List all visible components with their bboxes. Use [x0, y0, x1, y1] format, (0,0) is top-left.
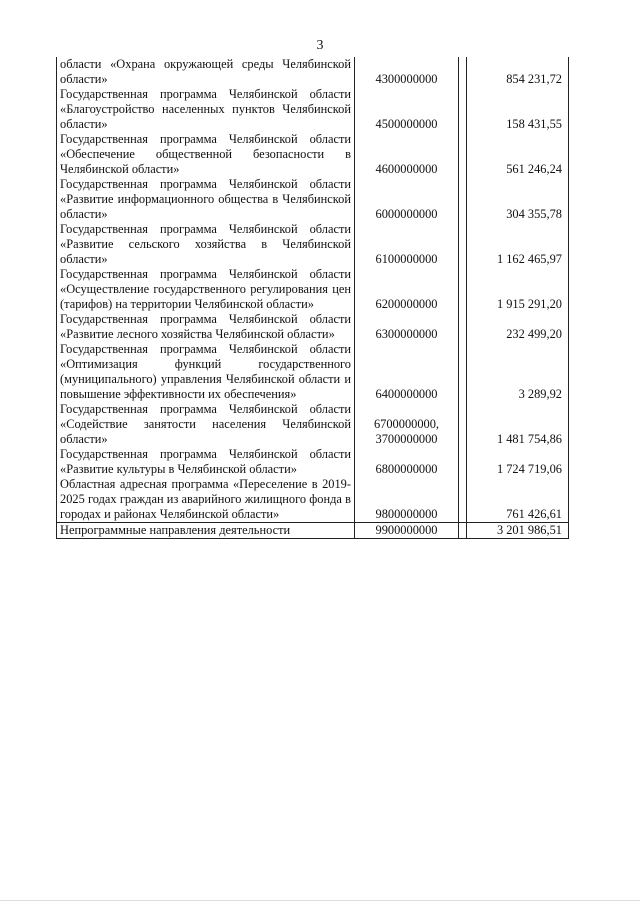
- target-code: 9900000000: [375, 523, 438, 537]
- program-name-cell: Государственная программа Челябинской области «Благоустройство населенных пунктов Челябинской области»: [57, 87, 355, 132]
- target-code: 6100000000: [375, 252, 438, 266]
- table-row: [57, 447, 569, 477]
- spacer-cell: [459, 132, 467, 177]
- table-row: [57, 132, 569, 177]
- amount-cell: 854 231,72: [467, 57, 569, 87]
- budget-table-body: [57, 57, 569, 539]
- spacer-cell: [459, 342, 467, 402]
- target-code-cell: [355, 342, 459, 402]
- target-code: 3700000000: [375, 432, 438, 446]
- target-code-cell: [355, 312, 459, 342]
- table-row: [57, 57, 569, 87]
- table-row: [57, 342, 569, 402]
- target-code: 6200000000: [375, 297, 438, 311]
- amount-cell: 761 426,61: [467, 477, 569, 523]
- program-name-cell: Непрограммные направления деятельности: [57, 523, 355, 539]
- program-name-cell: Областная адресная программа «Переселение в 2019-2025 годах граждан из аварийного жилищного фонда в городах и районах Челябинской области»: [57, 477, 355, 523]
- amount-cell: 1 724 719,06: [467, 447, 569, 477]
- table-row: [57, 402, 569, 447]
- spacer-cell: [459, 523, 467, 539]
- table-row: [57, 312, 569, 342]
- target-code: 6800000000: [375, 462, 438, 476]
- target-code-cell: [355, 447, 459, 477]
- program-name-cell: Государственная программа Челябинской области «Оптимизация функций государственного (муниципального) управления Челябинской области и повышение эффективности их обеспечения»: [57, 342, 355, 402]
- program-name-cell: области «Охрана окружающей среды Челябинской области»: [57, 57, 355, 87]
- table-row: [57, 222, 569, 267]
- program-name-cell: Государственная программа Челябинской области «Развитие культуры в Челябинской области»: [57, 447, 355, 477]
- target-code: 6700000000,: [373, 417, 440, 431]
- table-row: [57, 477, 569, 523]
- amount-cell: 561 246,24: [467, 132, 569, 177]
- target-code: 4300000000: [375, 72, 438, 86]
- target-code-cell: [355, 477, 459, 523]
- target-code: 6400000000: [375, 387, 438, 401]
- amount-cell: 232 499,20: [467, 312, 569, 342]
- amount-cell: 158 431,55: [467, 87, 569, 132]
- amount-cell: 3 201 986,51: [467, 523, 569, 539]
- target-code-cell: [355, 87, 459, 132]
- amount-cell: 1 162 465,97: [467, 222, 569, 267]
- target-code: 4500000000: [375, 117, 438, 131]
- table-row: [57, 177, 569, 222]
- spacer-cell: [459, 447, 467, 477]
- program-name-cell: Государственная программа Челябинской области «Осуществление государственного регулирования цен (тарифов) на территории Челябинской области»: [57, 267, 355, 312]
- spacer-cell: [459, 57, 467, 87]
- program-name-cell: Государственная программа Челябинской области «Развитие информационного общества в Челябинской области»: [57, 177, 355, 222]
- spacer-cell: [459, 312, 467, 342]
- program-name-cell: Государственная программа Челябинской области «Обеспечение общественной безопасности в Челябинской области»: [57, 132, 355, 177]
- spacer-cell: [459, 177, 467, 222]
- program-name-cell: Государственная программа Челябинской области «Содействие занятости населения Челябинской области»: [57, 402, 355, 447]
- amount-cell: 1 915 291,20: [467, 267, 569, 312]
- target-code-cell: [355, 523, 459, 539]
- target-code: 6000000000: [375, 207, 438, 221]
- amount-cell: 304 355,78: [467, 177, 569, 222]
- amount-cell: 3 289,92: [467, 342, 569, 402]
- target-code: 4600000000: [375, 162, 438, 176]
- program-name-cell: Государственная программа Челябинской области «Развитие сельского хозяйства в Челябинской области»: [57, 222, 355, 267]
- program-name-cell: Государственная программа Челябинской области «Развитие лесного хозяйства Челябинской области»: [57, 312, 355, 342]
- table-row: [57, 267, 569, 312]
- target-code-cell: [355, 267, 459, 312]
- page-bottom-edge: [0, 900, 640, 901]
- spacer-cell: [459, 87, 467, 132]
- spacer-cell: [459, 477, 467, 523]
- spacer-cell: [459, 267, 467, 312]
- target-code: 6300000000: [375, 327, 438, 341]
- page-number: 3: [316, 38, 324, 53]
- table-row: [57, 523, 569, 539]
- spacer-cell: [459, 222, 467, 267]
- amount-cell: 1 481 754,86: [467, 402, 569, 447]
- target-code-cell: [355, 57, 459, 87]
- target-code: 9800000000: [375, 507, 438, 521]
- target-code-cell: [355, 222, 459, 267]
- spacer-cell: [459, 402, 467, 447]
- target-code-cell: [355, 177, 459, 222]
- table-row: [57, 87, 569, 132]
- budget-table: [56, 57, 569, 539]
- target-code-cell: [355, 402, 459, 447]
- target-code-cell: [355, 132, 459, 177]
